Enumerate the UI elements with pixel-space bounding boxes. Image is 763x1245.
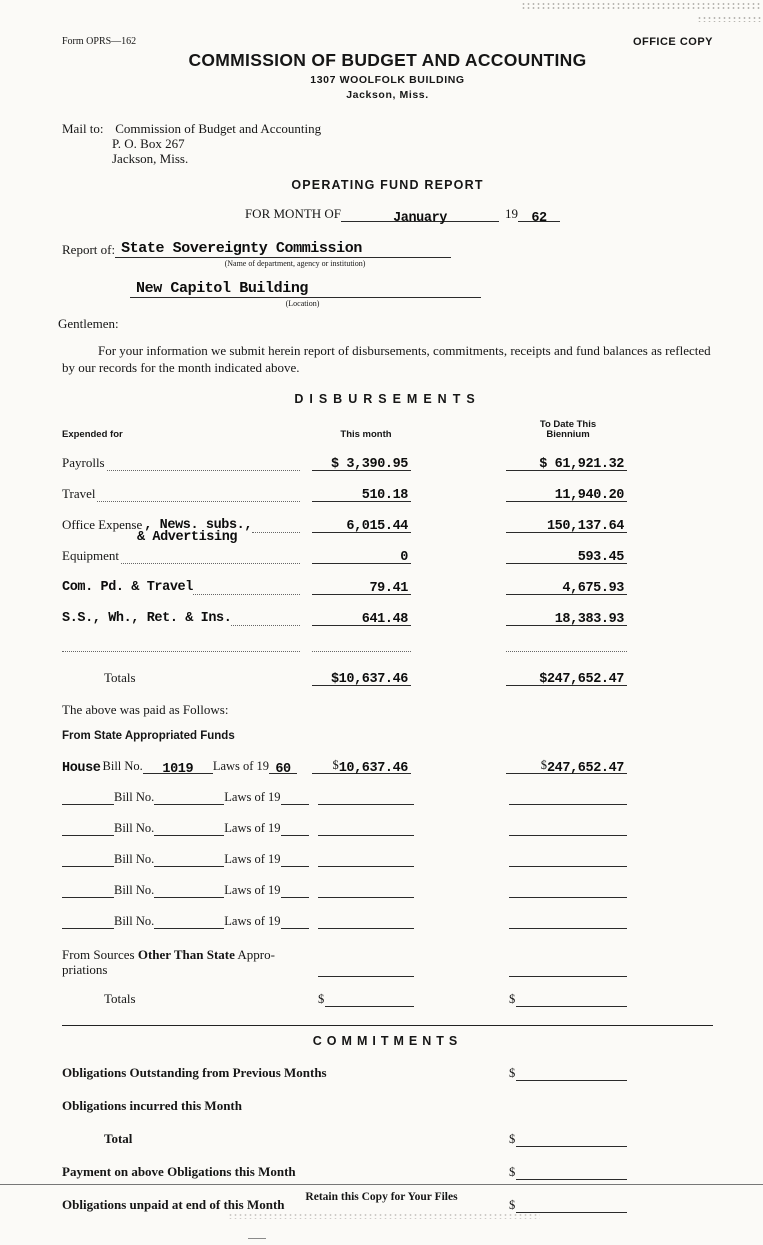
bill-no-label: Bill No.	[114, 821, 155, 835]
dotted-leader	[107, 458, 300, 471]
amount-this-month: 0	[312, 546, 411, 564]
month-field: January	[341, 207, 499, 222]
footer-note: Retain this Copy for Your Files	[0, 1184, 763, 1203]
blank-line	[62, 790, 114, 805]
commitments-heading: COMMITMENTS	[312, 1034, 463, 1048]
typed-row-label: Com. Pd. & Travel	[62, 580, 193, 595]
bill-number-field	[154, 821, 224, 836]
laws-label: Laws of 19	[224, 883, 281, 897]
blank-line	[62, 914, 114, 929]
laws-label: Laws of 19	[212, 759, 270, 773]
dotted-leader	[231, 613, 300, 626]
dotted-leader	[62, 639, 300, 652]
column-this-month: This month	[340, 429, 392, 440]
blank-line	[325, 993, 414, 1007]
amount-biennium: $ 61,921.32	[506, 453, 627, 471]
blank-line	[62, 883, 114, 898]
mail-to-block	[62, 121, 713, 166]
blank-amount-month	[318, 821, 414, 836]
totals-row	[62, 668, 713, 686]
laws-year-field	[281, 852, 309, 867]
bill-number-field: 1019	[143, 759, 213, 774]
table-row	[62, 484, 713, 502]
amount-biennium: 4,675.93	[506, 577, 627, 595]
totals-biennium: $247,652.47	[506, 668, 627, 686]
for-month-row	[92, 206, 713, 226]
table-row	[62, 577, 713, 595]
bill-no-label: Bill No.	[114, 883, 155, 897]
blank-line	[62, 821, 114, 836]
department-caption: (Name of department, agency or institution)	[224, 259, 366, 268]
commitment-amount: $	[509, 1132, 627, 1147]
blank-amount-month	[318, 962, 414, 977]
bill-row-blank	[62, 914, 713, 929]
salutation: Gentlemen:	[58, 316, 119, 331]
commitment-amount: $	[509, 1198, 627, 1213]
other-sources-row	[62, 947, 713, 977]
commitment-amount: $	[509, 1165, 627, 1180]
scan-artifact	[228, 1213, 540, 1219]
bill-number-field	[154, 852, 224, 867]
scan-artifact	[248, 1238, 266, 1239]
blank-amount-month	[318, 883, 414, 898]
bill-row-blank	[62, 883, 713, 898]
mail-to-label: Mail to:	[62, 121, 104, 136]
blank-line	[516, 1166, 627, 1180]
bill-row-blank	[62, 821, 713, 836]
scan-artifact	[521, 2, 761, 10]
bill-no-label: Bill No.	[114, 790, 155, 804]
totals-this-month: $10,637.46	[312, 668, 411, 686]
page-header	[62, 36, 713, 48]
blank-amount-biennium	[509, 883, 627, 898]
amount-biennium: 150,137.64	[506, 515, 627, 533]
blank-line	[516, 1133, 627, 1147]
commitment-row: Total $	[62, 1131, 713, 1147]
year-field: 62	[518, 207, 560, 222]
scan-artifact	[697, 16, 761, 22]
blank-line	[62, 852, 114, 867]
amount-this-month: 641.48	[312, 608, 411, 626]
mail-to-line-2: P. O. Box 267	[112, 136, 185, 151]
blank-amount-month	[318, 790, 414, 805]
column-biennium: To Date This Biennium	[539, 419, 597, 440]
table-row	[62, 608, 713, 626]
blank-amount	[506, 651, 627, 652]
amount-this-month: 6,015.44	[312, 515, 411, 533]
row-label: Equipment	[62, 548, 120, 563]
state-funds-heading: From State Appropriated Funds	[62, 730, 235, 742]
mail-to-line-1: Commission of Budget and Accounting	[115, 121, 322, 136]
location-row	[130, 280, 713, 298]
column-expended-for: Expended for	[62, 429, 123, 440]
laws-year-field	[281, 914, 309, 929]
bill-no-label: Bill No.	[102, 759, 143, 773]
row-label: Office Expense	[62, 517, 143, 532]
mail-to-line-3: Jackson, Miss.	[112, 151, 189, 166]
address-line-2: Jackson, Miss.	[346, 89, 429, 101]
paid-as-follows-text: The above was paid as Follows:	[62, 702, 229, 717]
blank-amount-month	[318, 852, 414, 867]
bill-row-blank	[62, 852, 713, 867]
report-title: OPERATING FUND REPORT	[291, 178, 484, 192]
disbursements-heading: DISBURSEMENTS	[294, 392, 481, 406]
other-sources-label: From Sources Other Than State Appro- priations	[62, 947, 275, 977]
table-row	[62, 546, 713, 564]
blank-amount	[312, 651, 411, 652]
blank-table-row	[62, 639, 713, 652]
totals-label: Totals	[104, 670, 136, 685]
blank-amount-month	[318, 914, 414, 929]
row-label: Travel	[62, 486, 96, 501]
bill-number-field	[154, 914, 224, 929]
commitment-row: Obligations Outstanding from Previous Months $	[62, 1065, 713, 1081]
laws-year-field	[281, 790, 309, 805]
typed-annotation: , News. subs.,	[144, 518, 253, 533]
laws-label: Laws of 19	[224, 821, 281, 835]
location-field: New Capitol Building	[130, 280, 481, 298]
bill-number-field	[154, 883, 224, 898]
laws-label: Laws of 19	[224, 790, 281, 804]
form-number: Form OPRS—162	[62, 36, 137, 47]
blank-amount-biennium	[509, 962, 627, 977]
house-annotation: House	[62, 761, 101, 776]
laws-year-field: 60	[269, 759, 297, 774]
body-paragraph: For your information we submit herein report of disbursements, commitments, receipts and fund balances as reflected by our records for the month indicated above.	[62, 343, 711, 375]
row-label: Payrolls	[62, 455, 105, 470]
blank-amount-biennium	[509, 790, 627, 805]
dotted-leader	[121, 551, 300, 564]
amount-biennium: 593.45	[506, 546, 627, 564]
amount-biennium: 11,940.20	[506, 484, 627, 502]
laws-label: Laws of 19	[224, 852, 281, 866]
paid-totals-row	[62, 991, 713, 1007]
commitment-amount: $	[509, 1066, 627, 1081]
commitment-row: Obligations incurred this Month	[62, 1098, 242, 1113]
report-of-row	[62, 240, 713, 258]
blank-line	[516, 1067, 627, 1081]
blank-amount-biennium	[509, 852, 627, 867]
bill-row-blank	[62, 790, 713, 805]
commitment-row: Obligations unpaid at end of this Month $	[62, 1197, 713, 1213]
amount-this-month: 510.18	[312, 484, 411, 502]
year-prefix: 19	[505, 206, 519, 221]
bill-number-field	[154, 790, 224, 805]
typed-annotation-line2: & Advertising	[137, 530, 238, 545]
table-header	[62, 420, 713, 440]
bill-amount-biennium: $247,652.47	[506, 758, 627, 774]
bill-amount-month: $10,637.46	[312, 758, 411, 774]
bill-no-label: Bill No.	[114, 914, 155, 928]
blank-line	[516, 993, 627, 1007]
for-month-label: FOR MONTH OF	[244, 206, 342, 221]
laws-year-field	[281, 883, 309, 898]
page-title: COMMISSION OF BUDGET AND ACCOUNTING	[188, 50, 587, 70]
commitment-row: Payment on above Obligations this Month $	[62, 1164, 713, 1180]
location-caption: (Location)	[285, 299, 320, 308]
typed-row-label: S.S., Wh., Ret. & Ins.	[62, 611, 232, 626]
amount-this-month: 79.41	[312, 577, 411, 595]
amount-this-month: $ 3,390.95	[312, 453, 411, 471]
department-field: State Sovereignty Commission	[115, 240, 451, 258]
report-of-label: Report of:	[62, 242, 116, 257]
amount-biennium: 18,383.93	[506, 608, 627, 626]
dotted-leader	[252, 520, 300, 533]
bill-row-filled	[62, 758, 713, 777]
table-row	[62, 515, 713, 545]
address-line-1: 1307 WOOLFOLK BUILDING	[310, 74, 465, 86]
laws-year-field	[281, 821, 309, 836]
paid-totals-label: Totals	[104, 991, 136, 1006]
paid-totals-biennium: $	[509, 992, 627, 1007]
office-copy-label: OFFICE COPY	[632, 36, 713, 48]
bill-no-label: Bill No.	[114, 852, 155, 866]
section-divider	[62, 1025, 713, 1026]
table-row	[62, 453, 713, 471]
laws-label: Laws of 19	[224, 914, 281, 928]
blank-amount-biennium	[509, 914, 627, 929]
paid-totals-month: $	[318, 992, 414, 1007]
dotted-leader	[97, 489, 300, 502]
dotted-leader	[193, 582, 300, 595]
blank-amount-biennium	[509, 821, 627, 836]
